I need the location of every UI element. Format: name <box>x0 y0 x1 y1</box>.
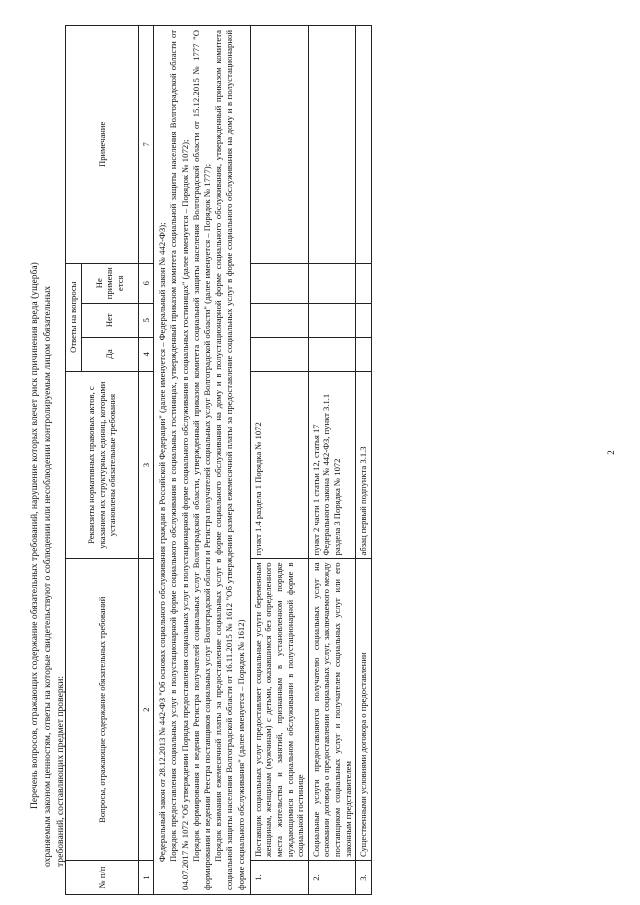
header-requisites: Реквизиты нормативных правовых актов, с указанием их структурных единиц, которыми установлены обязательные требования <box>66 371 139 559</box>
note-cell[interactable] <box>250 26 308 264</box>
answer-no-cell[interactable] <box>308 303 355 337</box>
table-row <box>308 26 355 895</box>
intro-line: требований, составляющих предмет проверки: <box>55 675 66 867</box>
row-question: Поставщик социальных услуг предоставляет социальные услуги беременным женщинам, женщинам (мужчинам) с детьми, оказавшимся без определенного места жительства и занятий, признанным в установленном порядке нуждающимися в социальном обслуживании в полустационарной форме в социальной гостинице <box>250 559 308 861</box>
header-yes: Да <box>81 337 138 371</box>
header-num: № п/п <box>66 861 139 895</box>
table-row <box>356 26 372 895</box>
header-note: Примечание <box>66 26 139 264</box>
header-na: Не примени ется <box>81 263 138 303</box>
row-requisites: пункт 1.4 раздела 1 Порядка № 1072 <box>250 371 308 559</box>
col-number: 3 <box>138 371 154 559</box>
legal-ref: Порядок формирования и ведения Регистра получателей социальных услуг Волгоградской области, утвержденный приказом комитета социальной защиты населения Волгоградской области от 15.12.2015 № 1777 "О формировании и ведении Реестра поставщиков социальных услуг Волгоградской области и Регистра получателей социальных услуг Волгоградской области" (далее именуется – Порядок № 1777); <box>190 30 212 890</box>
col-number: 4 <box>138 337 154 371</box>
header-answers: Ответы на вопросы <box>66 263 82 371</box>
answer-yes-cell[interactable] <box>356 337 372 371</box>
legal-ref: Порядок взимания ежемесячной платы за предоставление социальных услуг в форме социального обслуживания на дому и в полустационарной форме социального обслуживания, утвержденный приказом комитета социальной защиты населения Волгоградской области от 16.11.2015 № 1612 "Об утверждении размера ежемесячной платы за предоставление социальных услуг в форме социального обслуживания на дому и в полустационарной форме социального обслуживания" (далее именуется – Порядок № 1612) <box>213 30 246 890</box>
row-num: 2. <box>308 861 355 895</box>
col-number: 2 <box>138 559 154 861</box>
note-cell[interactable] <box>356 26 372 264</box>
legal-ref: Федеральный закон от 28.12.2013 № 442-ФЗ "Об основах социального обслуживания граждан в Российской Федерации" (далее именуется – Федеральный закон № 442-ФЗ); <box>157 222 168 862</box>
table-row <box>250 26 308 895</box>
intro-line: охраняемым законом ценностям, ответы на которые свидетельствуют о соблюдении или несоблюдении контролируемым лицом обязательных <box>42 285 53 867</box>
col-number: 6 <box>138 263 154 303</box>
answer-na-cell[interactable] <box>308 263 355 303</box>
row-num: 1. <box>250 861 308 895</box>
intro-paragraph <box>28 25 67 867</box>
col-number: 1 <box>138 861 154 895</box>
row-requisites: абзац первый подпункта 3.1.3 <box>356 371 372 559</box>
row-question: Социальные услуги предоставляются получателю социальных услуг на основании договора о предоставлении социальных услуг, заключаемого между поставщиком социальных услуг и получателем социальных услуг или его законным представителем <box>308 559 355 861</box>
row-requisites: пункт 2 части 1 статьи 12, статья 17 Федерального закона № 442-ФЗ, пункт 3.1.1 раздела 3 Порядка № 1072 <box>308 371 355 559</box>
answer-na-cell[interactable] <box>356 263 372 303</box>
col-number: 7 <box>138 26 154 264</box>
legal-refs-row <box>154 26 251 895</box>
answer-no-cell[interactable] <box>250 303 308 337</box>
answer-no-cell[interactable] <box>356 303 372 337</box>
header-no: Нет <box>81 303 138 337</box>
col-number: 5 <box>138 303 154 337</box>
legal-ref: Порядок предоставления социальных услуг в полустационарной форме социального обслуживания в социальных гостиницах, утвержденный приказом комитета социальной защиты населения Волгоградской области от 04.07.2017 № 1072 "Об утверждении Порядка предоставления социальных услуг в полустационарной форме социального обслуживания в социальных гостиницах" (далее именуется – Порядок № 1072); <box>168 30 190 890</box>
header-question: Вопросы, отражающие содержание обязательных требований <box>66 559 139 861</box>
header-row <box>66 26 82 895</box>
note-cell[interactable] <box>308 26 355 264</box>
intro-line: Перечень вопросов, отражающих содержание обязательных требований, нарушение которых влечет риск причинения вреда (ущерба) <box>29 262 40 809</box>
page-number: 2 <box>606 450 616 455</box>
checklist-table <box>65 25 372 895</box>
legal-refs-cell <box>154 26 251 895</box>
answer-yes-cell[interactable] <box>250 337 308 371</box>
answer-yes-cell[interactable] <box>308 337 355 371</box>
answer-na-cell[interactable] <box>250 263 308 303</box>
row-question: Существенными условиями договора о предоставлении <box>356 559 372 861</box>
row-num: 3. <box>356 861 372 895</box>
column-numbers-row <box>138 26 154 895</box>
